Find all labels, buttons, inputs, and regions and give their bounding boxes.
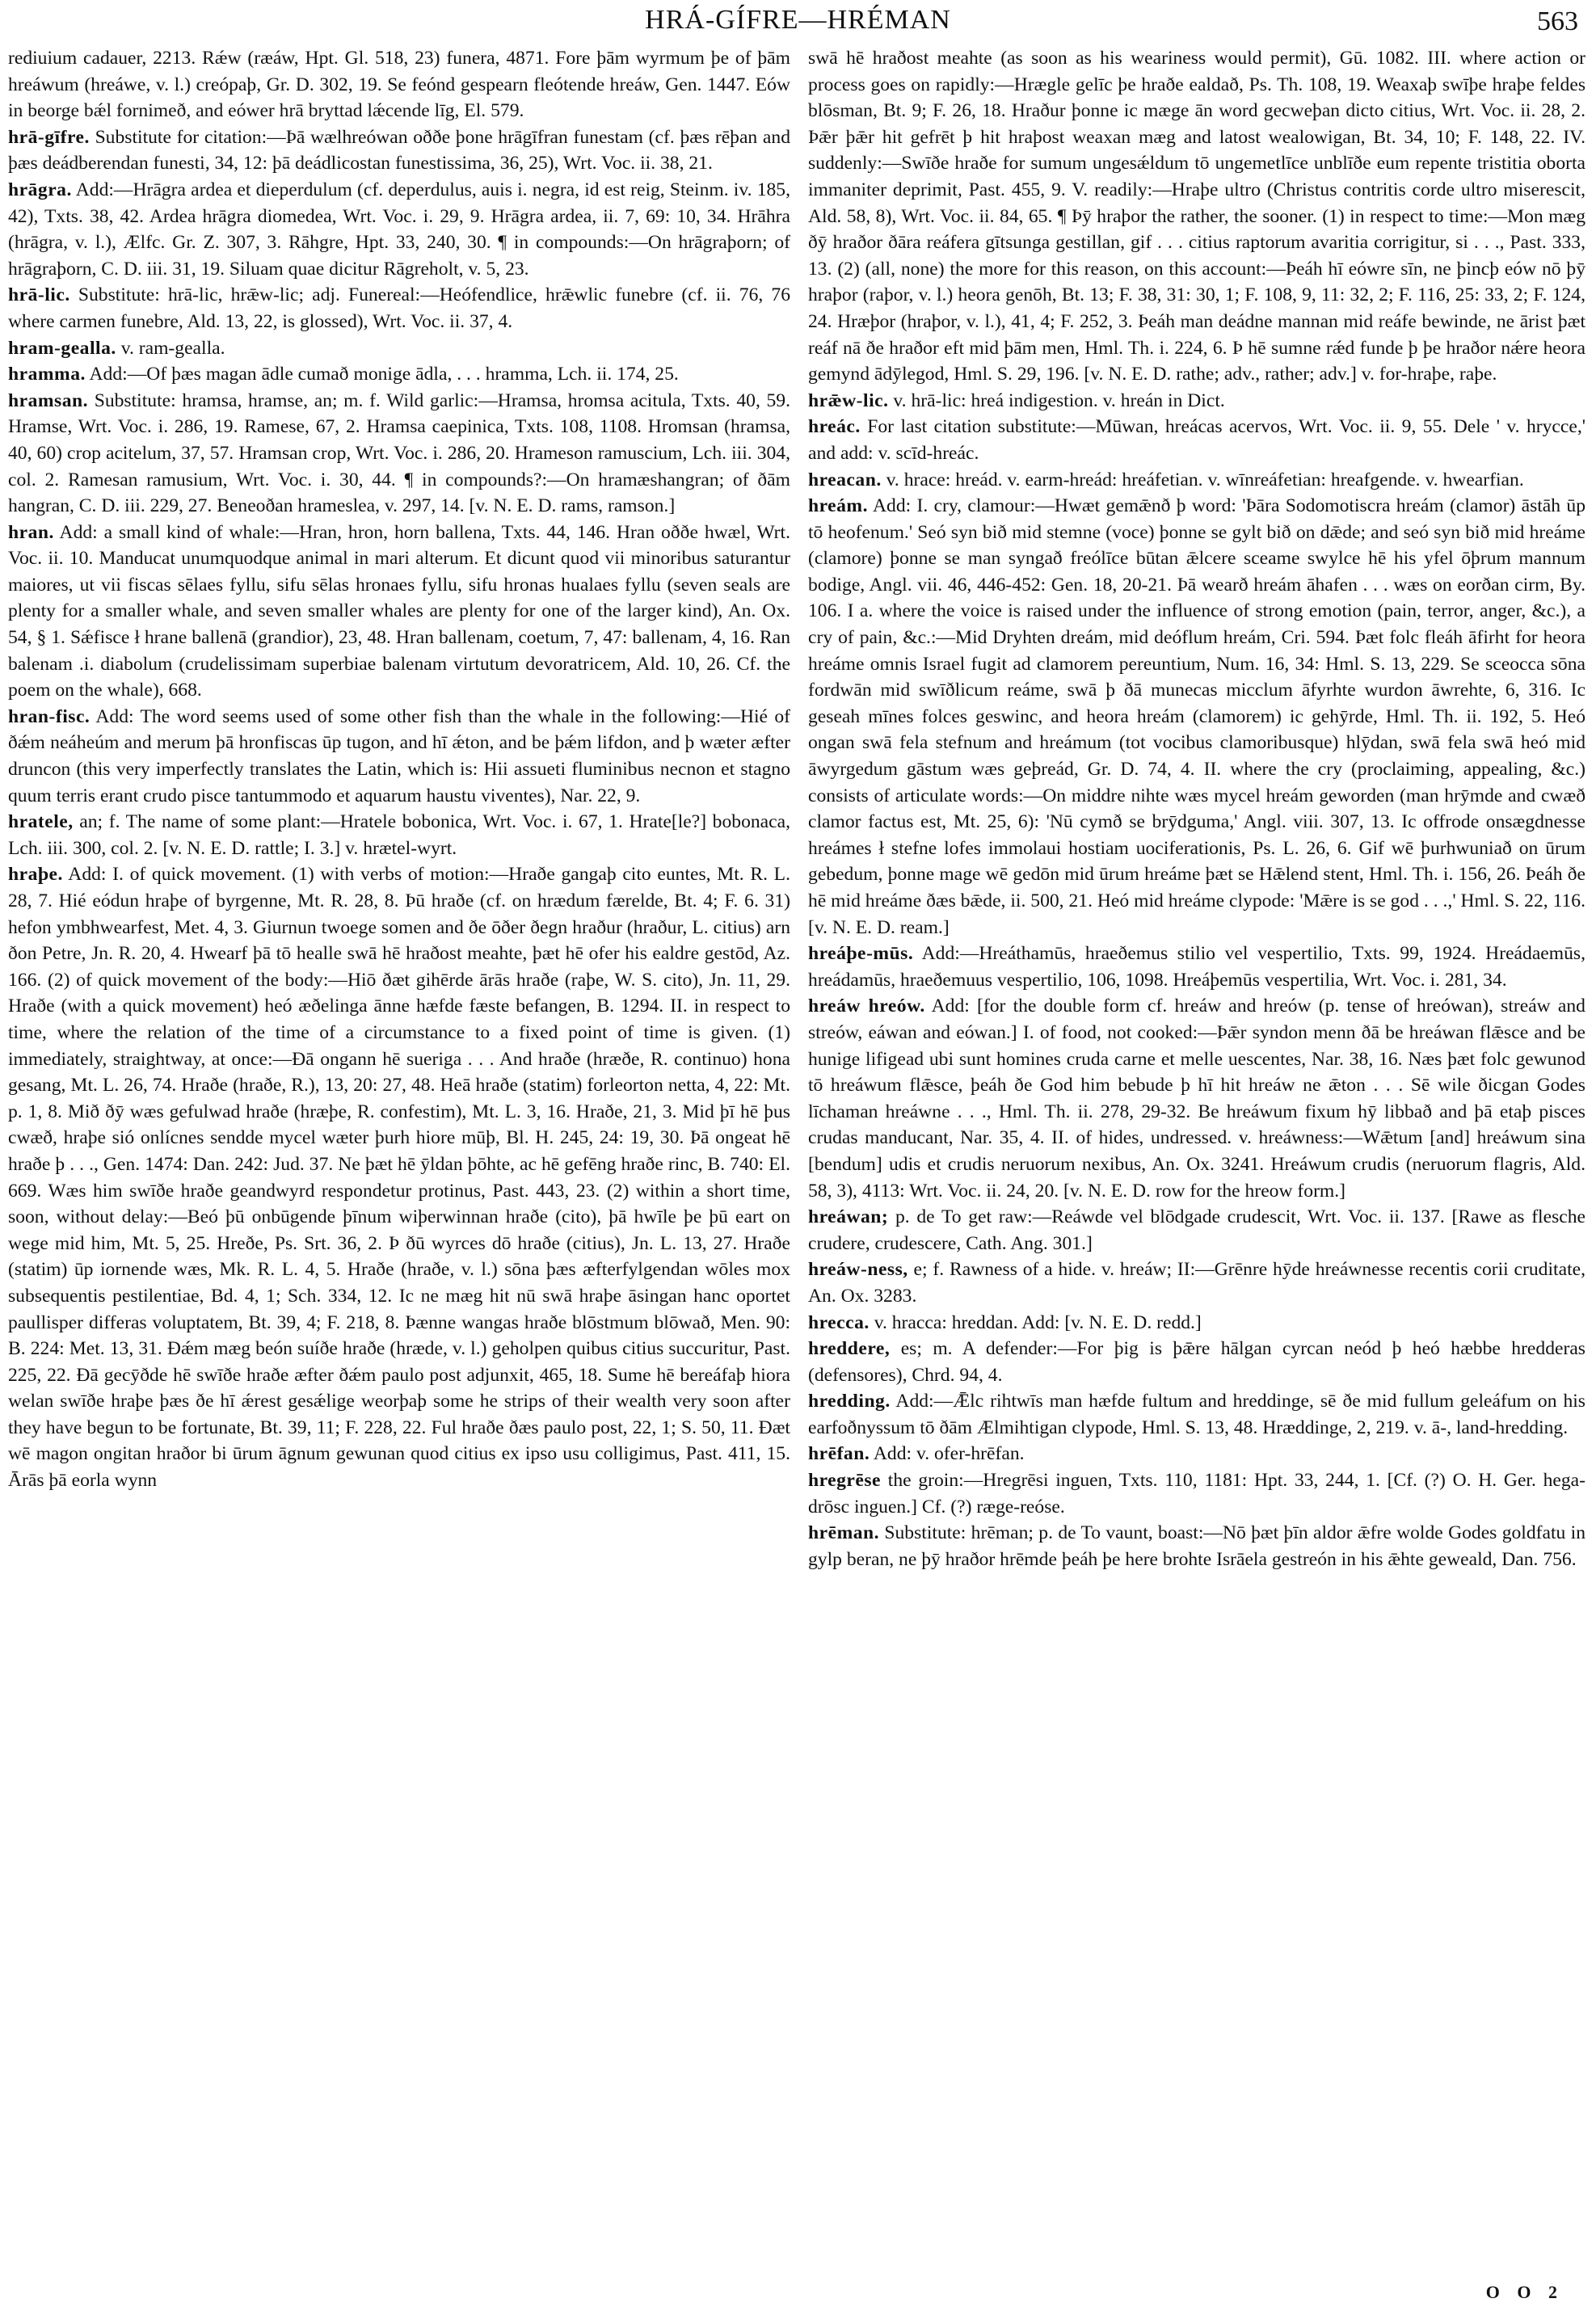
entry-text: Add:—Ǣlc rihtwīs man hæfde fultum and hreddinge, sē ðe mid fullum geleáfum on his earfoðnyssum tō ðām Ælmihtigan clypode, Hml. S. 13, 48. Hræddinge, 2, 219. v. ā-, land-hredding. (808, 1391, 1585, 1438)
entry-text: Add: The word seems used of some other fish than the whale in the following:—Hié of ðǽm neáheúm and merum þā hronfiscas ūp tugon, and hī ǽton, and be þǽm lifdon, and þ wæter æfter druncon (this very imperfectly translates the Latin, which is: Hii assueti fluminibus necnon et stagno quum terris erant crudo pisce tantummodo et aquarum haustu viventes), Nar. 22, 9. (8, 705, 790, 806)
entry-headword: hrā-lic. (8, 284, 70, 306)
entry-text: v. hracca: hreddan. Add: [v. N. E. D. redd.] (874, 1311, 1202, 1333)
dictionary-entry (8, 45, 790, 124)
entry-text: Add: I. cry, clamour:—Hwæt gemǣnð þ word: 'Þāra Sodomotiscra hreám (clamor) āstāh ūp tō heofenum.' Seó syn bið mid stemne (voce) þonne se gylt bið on dǣde; and seó syn bið mid hreáme (clamore) þonne se man syngað freólīce būtan ǣlcere sceame swylce hē his yfel ōþrum mannum bodige, Angl. vii. 46, 446-452: Gen. 18, 20-21. Þā wearð hreám āhafen . . . wæs on eorðan cirm, By. 106. I a. where the voice is raised under the influence of strong emotion (pain, terror, anger, &c.), a cry of pain, &c.:—Mid Dryhten dreám, mid deóflum hreám, Cri. 594. Þæt folc fleáh āfirht for heora hreáme omnis Israel fugit ad clamorem pereuntium, Num. 16, 34: Hml. S. 13, 229. Se sceocca sōna fordwān mid swīðlicum reáme, swā þ ðā munecas micclum āfyrhte wurdon āwrehte, 6, 316. Ic geseah mīnes folces geswinc, and heora hreám (clamorem) ic gehȳrde, Hml. Th. ii. 192, 5. Heó ongan swā fela stefnum and hreámum (tot vocibus clamoribusque) hlȳdan, swā fela swā heó mid āwyrgedum gāstum wæs geþreád, Gr. D. 74, 4. II. where the cry (proclaiming, appealing, &c.) consists of articulate words:—On middre nihte wæs mycel hreám geworden (man hrȳmde and cwæð clamor factus est, Mt. 25, 6): 'Nū cymð se brȳdguma,' Angl. viii. 307, 13. Ic offrode onsægdnesse hreámes ł stefne lofes immolaui hostiam uociferationis, Ps. L. 26, 6. Gif wē þurhwuniað on ūrum gebedum, þonne mage wē gedōn mid ūrum hreáme þæt se Hǣlend stent, Hml. Th. i. 156, 26. Þeáh ðe hē mid hreáme ðæs bǣde, ii. 500, 21. Heó mid hreáme clypode: 'Mǣre is se god . . .,' Hml. S. 22, 116. [v. N. E. D. ream.] (808, 495, 1585, 938)
entry-text: For last citation substitute:—Mūwan, hreácas acervos, Wrt. Voc. ii. 9, 55. Dele ' v. hrycce,' and add: v. scīd-hreác. (808, 416, 1585, 464)
entry-text: Add: a small kind of whale:—Hran, hron, horn ballena, Txts. 44, 146. Hran oððe hwæl, Wrt. Voc. ii. 10. Manducat unumquodque animal in mari alterum. Et dicunt quod vii minoribus saturantur maiores, ut vii fiscas sēlaes fyllu, sifu sēlas hronaes fyllu, sifu hronas hualaes fyllu (seven seals are plenty for a smaller whale, and seven smaller whales are plenty for one of the larger kind), An. Ox. 54, § 1. Sǽfisce ł hrane ballenā (grandior), 23, 48. Hran ballenam, coetum, 7, 47: ballenam, 4, 16. Ran balenam .i. diabolum (crudelissimam superbiae balenam virtutum devoratricem, Ald. 10, 26. Cf. the poem on the whale), 668. (8, 521, 790, 701)
page-number: 563 (1537, 6, 1578, 36)
dictionary-entry (808, 1467, 1585, 1520)
entry-text: Add:—Hreáthamūs, hraeðemus stilio vel vespertilio, Txts. 99, 1924. Hreádaemūs, hreádamūs, hraeðemuus vespertilio, 106, 1098. Hreáþemūs vespertilia, Wrt. Voc. i. 281, 34. (808, 943, 1585, 991)
entry-headword: hreác. (808, 416, 861, 438)
dictionary-entry (8, 177, 790, 282)
entry-headword: hratele, (8, 811, 74, 833)
entry-headword: hreáw-ness, (808, 1259, 908, 1281)
entry-text: Add: v. ofer-hrēfan. (873, 1443, 1025, 1465)
entry-headword: hrecca. (808, 1311, 870, 1333)
entry-headword: hreám. (808, 495, 868, 517)
dictionary-entry (808, 993, 1585, 1204)
dictionary-entry (808, 1257, 1585, 1309)
entry-headword: hrā-gīfre. (8, 126, 90, 148)
dictionary-entry (808, 1520, 1585, 1572)
page-header (0, 5, 1596, 40)
entry-headword: hrēman. (808, 1522, 880, 1544)
entry-headword: hrāgra. (8, 179, 72, 200)
entry-text: Substitute: hrēman; p. de To vaunt, boast:—Nō þæt þīn aldor ǣfre wolde Godes goldfatu in gylp beran, ne þȳ hraðor hrēmde þeáh þe here brohte Isrāela gestreón in his ǣhte geweald, Dan. 756. (808, 1522, 1585, 1570)
dictionary-entry (8, 809, 790, 861)
dictionary-entry (808, 493, 1585, 941)
entry-text: the groin:—Hregrēsi inguen, Txts. 110, 1181: Hpt. 33, 244, 1. [Cf. (?) O. H. Ger. hega-drōsc inguen.] Cf. (?) ræge-reóse. (808, 1470, 1586, 1518)
entry-text: e; f. Rawness of a hide. v. hreáw; II:—Grēnre hȳde hreáwnesse recentis corii cruditate, An. Ox. 3283. (808, 1259, 1585, 1307)
entry-text: v. ram-gealla. (120, 337, 225, 359)
dictionary-entry (808, 1388, 1585, 1441)
running-title: HRÁ-GÍFRE—HRÉMAN (645, 5, 951, 35)
entry-headword: hramma. (8, 364, 86, 385)
dictionary-entry (808, 1204, 1585, 1257)
entry-text: Substitute for citation:—Þā wælhreówan oððe þone hrāgīfran funestam (cf. þæs rēþan and þæs deádberendan funesti, 34, 12: þā deádlicostan funestissima, 36, 25), Wrt. Voc. ii. 38, 21. (8, 126, 790, 175)
entry-text: rediuium cadauer, 2213. Rǽw (ræáw, Hpt. Gl. 518, 23) funera, 4871. Fore þām wyrmum þe of þām hreáwum (hreáwe, v. l.) creópaþ, Gr. D. 302, 19. Se feónd gespearn fleótende hreáw, Gen. 1447. Eów in beorge bǽl fornimeð, and eówer hrā bryttad lǽcende līg, El. 579. (8, 48, 790, 122)
entry-text: p. de To get raw:—Reáwde vel blōdgade crudescit, Wrt. Voc. ii. 137. [Rawe as flesche crudere, crudescere, Cath. Ang. 301.] (808, 1206, 1585, 1254)
dictionary-entry (8, 335, 790, 362)
entry-text: Add:—Hrāgra ardea et dieperdulum (cf. deperdulus, auis i. negra, id est reig, Steinm. iv. 185, 42), Txts. 38, 42. Ardea hrāgra diomedea, Wrt. Voc. i. 29, 9. Hrāgra ardea, ii. 7, 69: 10, 34. Hrāhra (hrāgra, v. l.), Ælfc. Gr. Z. 307, 3. Rāhgre, Hpt. 33, 240, 30. ¶ in compounds:—On hrāgraþorn; of hrāgraþorn, C. D. iii. 31, 19. Siluam quae dicitur Rāgreholt, v. 5, 23. (8, 179, 790, 280)
entry-headword: hregrēse (808, 1470, 882, 1492)
dictionary-entry (8, 282, 790, 335)
entry-headword: hraþe. (8, 864, 63, 886)
entry-headword: hrēfan. (808, 1443, 870, 1465)
dictionary-entry (808, 388, 1585, 415)
entry-headword: hramsan. (8, 389, 89, 411)
entry-headword: hreáw hreów. (808, 996, 925, 1017)
dictionary-entry (8, 861, 790, 1493)
entry-text: Add:—Of þæs magan ādle cumað monige ādla, . . . hramma, Lch. ii. 174, 25. (89, 364, 679, 385)
dictionary-entry (8, 704, 790, 809)
entry-text: swā hē hraðost meahte (as soon as his weariness would permit), Gū. 1082. III. where action or process goes on rapidly:—Hrægle gelīc þe hraðe ealdað, Ps. Th. 108, 19. Weaxaþ swīþe hraþe feldes blōsman, Bt. 9; F. 26, 18. Hraður þonne ic mæge ān word gecweþan dicto citius, Wrt. Voc. ii. 28, 2. Þǣr þǣr hit gefrēt þ hit hraþost weaxan mæg and latost wealowigan, Bt. 34, 10; F. 148, 22. IV. suddenly:—Swīðe hraðe for sumum ungesǽldum tō ungemetlīce unblīðe eum repente tristitia oborta immaniter deprimit, Past. 455, 9. V. readily:—Hraþe ultro (Christus contritis corde ultro miserescit, Ald. 58, 8), Wrt. Voc. ii. 84, 65. ¶ Þȳ hraþor the rather, the sooner. (1) in respect to time:—Mon mæg ðȳ hraðor ðāra reáfera gītsunga gestillan, gif . . . citius raptorum avaritia corrigitur, si . . ., Past. 333, 13. (2) (all, none) the more for this reason, on this account:—Þeáh hī eówre sīn, ne þincþ eów nō þȳ hraþor (raþor, v. l.) heora genōh, Bt. 13; F. 38, 31: 30, 1; F. 108, 9, 11: 32, 2; F. 116, 25: 33, 2; F. 124, 24. Hræþor (hraþor, v. l.), 41, 4; F. 252, 3. Þeáh man deádne mannan mid reáfe bewinde, ne ārist þæt reáf nā ðe hraðor eft mid þām men, Hml. Th. i. 224, 6. Þ hē sumne rǽd funde þ þe hraðor nǽre heora gemynd ādȳlegod, Hml. S. 29, 196. [v. N. E. D. rathe; adv., rather; adv.] v. for-hraþe, raþe. (808, 48, 1585, 385)
entry-headword: hran-fisc. (8, 705, 91, 727)
entry-text: Add: [for the double form cf. hreáw and hreów (p. tense of hreówan), streáw and streów, eáwan and eówan.] I. of food, not cooked:—Þǣr syndon menn ðā be hreáwan flǣsce and be hunige lifigead ubi sunt homines cruda carne et melle uescentes, Nar. 38, 16. Næs þæt folc gewunod tō hreáwum flǣsce, þeáh ðe God him bebude þ hī hit hreáw ne ǣton . . . Sē wile ðicgan Godes līchaman hreáwne . . ., Hml. Th. ii. 278, 29-32. Be hreáwum fixum hȳ libbað and þā etaþ pisces crudas manducant, Nar. 35, 4. II. of hides, undressed. v. hreáwness:—Wǣtum [and] hreáwum sina [bendum] udis et crudis neruorum nexibus, An. Ox. 3241. Hreáwum crudis (neruorum flagris, Ald. 58, 3), 4113: Wrt. Voc. ii. 24, 20. [v. N. E. D. row for the hreow form.] (808, 996, 1585, 1202)
dictionary-entry (808, 414, 1585, 466)
entry-text: Add: I. of quick movement. (1) with verbs of motion:—Hraðe gangaþ cito euntes, Mt. R. L. 28, 7. Hié eódun hraþe of byrgenne, Mt. R. 28, 8. Þū hraðe (cf. on hrædum færelde, Bt. 4; F. 6. 31) hefon ymbhwearfest, Met. 4, 3. Giurnun twoege somen and ðe ōðer ðegn hraður (hraður, L. citius) arn ðon Petre, Jn. R. 20, 4. Hwearf þā tō healle swā hē hraðost meahte, þæt hē ofer his ealdre gestōd, Az. 166. (2) of quick movement of the body:—Hiō ðæt gihērde ārās hraðe (raþe, W. S. cito), Jn. 11, 29. Hraðe (with a quick movement) heó æðelinga ānne hæfde fæste befangen, B. 1294. II. in respect to time, where the relation of the time of a circumstance to a fixed point of time is given. (1) immediately, straightway, at once:—Ðā ongann hē sueriga . . . And hraðe (hræðe, R. continuo) hona gesang, Mt. L. 26, 74. Hraðe (hraðe, R.), 13, 20: 27, 48. Heā hraðe (statim) forleorton netta, 4, 22: Mt. p. 1, 8. Mið ðȳ wæs gefulwad hraðe (hræþe, R. confestim), Mt. L. 3, 16. Hraðe, 21, 3. Mid þī hē þus cwæð, hraþe sió onlícnes sendde mycel wæter þurh hiore mūþ, Bl. H. 245, 24: 19, 30. Þā ongeat hē hraðe þ . . ., Gen. 1474: Dan. 242: Jud. 37. Ne þæt hē ȳldan þōhte, ac hē gefēng hraðe rinc, B. 740: El. 669. Wæs him swīðe hraðe geandwyrd respondetur protinus, Past. 443, 23. (2) within a short time, soon, without delay:—Beó þū onbūgende þīnum wiþerwinnan hraðe (cito), þā hwīle þe þū eart on wege mid him, Mt. 5, 25. Hreðe, Ps. Srt. 36, 2. Þ ðū wyrces dō hraðe (citius), Jn. L. 13, 27. Hraðe (statim) ūp iornende wæs, Mk. R. L. 4, 5. Hraðe (hraðe, v. l.) sōna þæs æfterfylgendan wōles mox subsequentis pestilentiae, Bd. 4, 1; Sch. 334, 12. Ic ne mæg hit nū swā hraþe āsingan hanc oportet paullisper differas voluptatem, Bt. 39, 4; F. 218, 8. Þænne wangas hraðe blōstmum blōwað, Men. 90: B. 224: Met. 13, 31. Ðǽm mæg beón suíðe hraðe (hræde, v. l.) geholpen quibus citius succuritur, Past. 225, 22. Ðā gecȳðde hē swīðe hraðe æfter ðǽm paulo post adjunxit, 465, 18. Sume hē bereáfaþ hiora welan swīðe hraþe þæs ðe hī ǽrest gesǽlige weorþaþ some he strips of their wealth very soon after they have begun to be fortunate, Bt. 39, 11; F. 228, 22. Ful hraðe ðæs paulo post, 22, 1; S. 50, 11. Ðæt wē magon ongitan hraðor bi ūrum āgnum gewunan quod citius ex ipso usu colligimus, Past. 411, 15. Ārās þā eorla wynn (8, 864, 790, 1492)
entry-text: an; f. The name of some plant:—Hratele bobonica, Wrt. Voc. i. 67, 1. Hrate[le?] bobonaca, Lch. iii. 300, col. 2. [v. N. E. D. rattle; I. 3.] v. hrætel-wyrt. (8, 811, 790, 859)
dictionary-entry (808, 45, 1585, 388)
dictionary-entry (808, 1441, 1585, 1467)
entry-text: v. hrace: hreád. v. earm-hreád: hreáfetian. v. wīnreáfetian: hreafgende. v. hwearfian. (886, 469, 1524, 490)
entry-headword: hreacan. (808, 469, 882, 490)
entry-headword: hreáþe-mūs. (808, 943, 914, 965)
right-column (808, 45, 1585, 1572)
entry-headword: hram-gealla. (8, 337, 116, 359)
entry-headword: hreddere, (808, 1338, 891, 1360)
entry-headword: hrǣw-lic. (808, 389, 889, 411)
entry-text: Substitute: hrā-lic, hrǣw-lic; adj. Funereal:—Heófendlice, hrǣwlic funebre (cf. ii. 76, 76 where carmen funebre, Ald. 13, 22, is glossed), Wrt. Voc. ii. 37, 4. (8, 284, 790, 332)
dictionary-entry (8, 388, 790, 520)
dictionary-entry (808, 941, 1585, 993)
dictionary-entry (8, 124, 790, 177)
entry-text: es; m. A defender:—For þig is þǣre hālgan cyrcan neód þ heó hæbbe hredderas (defensores), Chrd. 94, 4. (808, 1338, 1585, 1386)
entry-text: v. hrā-lic: hreá indigestion. v. hreán in Dict. (893, 389, 1225, 411)
dictionary-entry (8, 520, 790, 704)
signature-mark: O O 2 (1485, 2282, 1564, 2302)
entry-headword: hredding. (808, 1391, 891, 1412)
entry-headword: hreáwan; (808, 1206, 889, 1228)
entry-headword: hran. (8, 521, 54, 543)
dictionary-entry (8, 361, 790, 388)
dictionary-entry (808, 1310, 1585, 1337)
entry-text: Substitute: hramsa, hramse, an; m. f. Wild garlic:—Hramsa, hromsa acitula, Txts. 40, 59. Hramse, Wrt. Voc. i. 286, 19. Ramese, 67, 2. Hramsa caepinica, Txts. 108, 1108. Hromsan (hramsa, 40, 60) crop acitelum, 37, 57. Hramsan crop, Wrt. Voc. i. 286, 20. Hrameson ramuscium, Lch. iii. 304, col. 2. Ramesan ramusium, Wrt. Voc. i. 30, 44. ¶ in compounds?:—On hramæshangran; of ðām hangran, C. D. iii. 229, 27. Beneoðan hrameslea, v. 297, 14. [v. N. E. D. rams, ramson.] (8, 389, 791, 517)
left-column (8, 45, 790, 1494)
dictionary-entry (808, 467, 1585, 494)
dictionary-entry (808, 1336, 1585, 1388)
